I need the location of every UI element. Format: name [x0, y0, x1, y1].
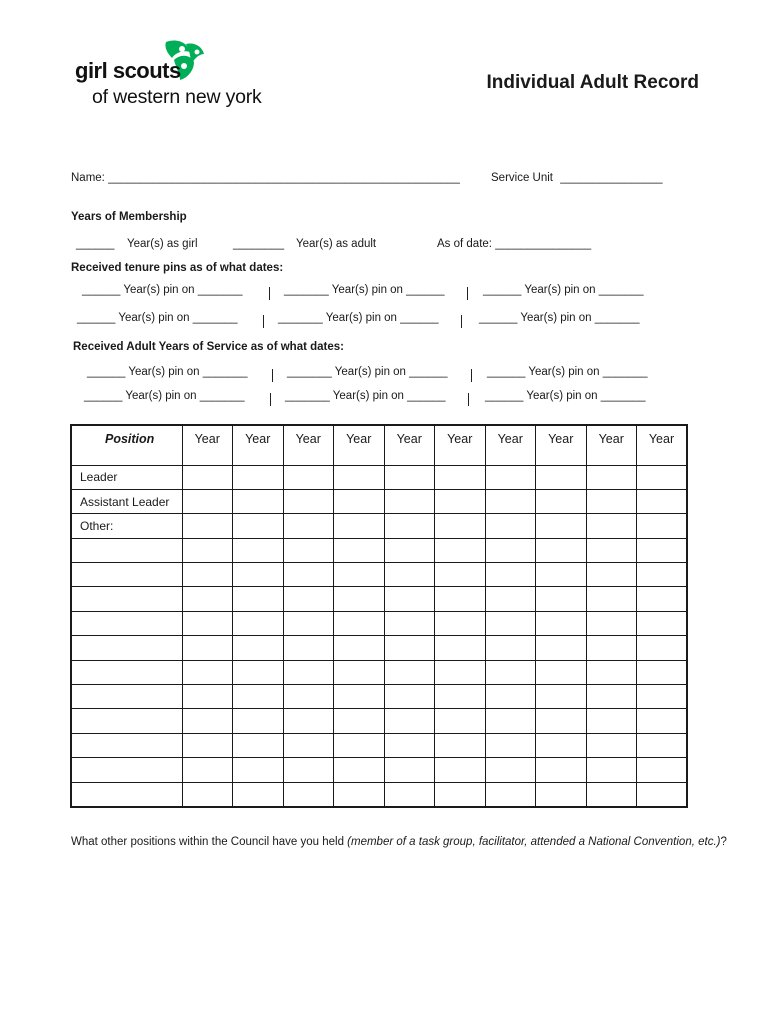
question-text: What other positions within the Council have you held [71, 836, 348, 848]
year-cell[interactable] [182, 587, 233, 611]
year-cell[interactable] [586, 660, 637, 684]
position-cell[interactable] [71, 636, 182, 660]
year-cell[interactable] [435, 489, 486, 513]
year-cell[interactable] [536, 636, 587, 660]
year-cell[interactable] [182, 660, 233, 684]
year-cell[interactable] [334, 636, 385, 660]
year-cell[interactable] [586, 465, 637, 489]
year-cell[interactable] [384, 587, 435, 611]
year-cell[interactable] [637, 758, 688, 782]
service-heading: Received Adult Years of Service as of what dates: [73, 341, 344, 353]
year-cell[interactable] [182, 538, 233, 562]
year-cell[interactable] [283, 660, 334, 684]
question-examples: (member of a task group, facilitator, attended a National Convention, etc.) [347, 836, 721, 848]
pin-date-blank[interactable]: ______ [409, 366, 448, 378]
service-entry [485, 390, 646, 402]
year-cell[interactable] [233, 514, 284, 538]
year-cell[interactable] [233, 465, 284, 489]
year-cell[interactable] [283, 733, 334, 757]
column-separator [468, 393, 469, 406]
year-cell[interactable] [485, 587, 536, 611]
year-cell[interactable] [233, 611, 284, 635]
year-cell[interactable] [536, 563, 587, 587]
tenure-entry [479, 312, 640, 324]
year-column-header: Year [536, 425, 587, 465]
year-cell[interactable] [485, 685, 536, 709]
year-cell[interactable] [182, 758, 233, 782]
girl-years-label: Year(s) as girl [127, 238, 198, 250]
year-cell[interactable] [384, 685, 435, 709]
service-unit-field-row [491, 172, 663, 184]
position-cell[interactable] [71, 660, 182, 684]
year-cell[interactable] [485, 563, 536, 587]
table-row [71, 538, 687, 562]
pin-date-blank[interactable]: _______ [197, 284, 243, 296]
year-cell[interactable] [536, 685, 587, 709]
year-cell[interactable] [334, 685, 385, 709]
position-cell[interactable] [71, 709, 182, 733]
year-cell[interactable] [536, 733, 587, 757]
pin-date-blank[interactable]: _______ [594, 312, 640, 324]
year-cell[interactable] [283, 758, 334, 782]
year-cell[interactable] [637, 733, 688, 757]
year-cell[interactable] [485, 636, 536, 660]
table-row [71, 636, 687, 660]
pin-date-blank[interactable]: ______ [400, 312, 439, 324]
as-of-date-blank[interactable]: _______________ [495, 238, 592, 250]
name-blank[interactable]: _______________________________________________________ [108, 172, 460, 184]
table-row [71, 782, 687, 807]
year-cell[interactable] [586, 709, 637, 733]
logo-text-line1: girl scouts [75, 58, 181, 83]
position-cell[interactable]: Leader [71, 465, 182, 489]
column-separator [471, 369, 472, 382]
as-of-date-row [437, 238, 591, 250]
year-cell[interactable] [536, 758, 587, 782]
year-column-header: Year [435, 425, 486, 465]
column-separator [269, 287, 270, 300]
year-cell[interactable] [182, 563, 233, 587]
pin-count-blank[interactable]: ______ [87, 366, 126, 378]
year-column-header: Year [283, 425, 334, 465]
pin-count-blank[interactable]: _______ [287, 366, 332, 378]
pin-date-blank[interactable]: _______ [192, 312, 238, 324]
year-cell[interactable] [384, 611, 435, 635]
year-cell[interactable] [536, 611, 587, 635]
year-cell[interactable] [233, 685, 284, 709]
year-cell[interactable] [182, 782, 233, 807]
year-cell[interactable] [586, 611, 637, 635]
tenure-entry [284, 284, 445, 296]
year-cell[interactable] [586, 563, 637, 587]
year-cell[interactable] [536, 587, 587, 611]
year-cell[interactable] [435, 587, 486, 611]
position-cell[interactable] [71, 538, 182, 562]
year-cell[interactable] [637, 465, 688, 489]
service-entry [287, 366, 448, 378]
year-cell[interactable] [182, 733, 233, 757]
year-cell[interactable] [586, 636, 637, 660]
year-cell[interactable] [435, 563, 486, 587]
year-cell[interactable] [485, 782, 536, 807]
year-cell[interactable] [384, 465, 435, 489]
position-cell[interactable] [71, 733, 182, 757]
year-cell[interactable] [233, 636, 284, 660]
pin-count-blank[interactable]: ______ [77, 312, 116, 324]
pin-count-blank[interactable]: ______ [82, 284, 121, 296]
year-cell[interactable] [384, 489, 435, 513]
year-cell[interactable] [233, 758, 284, 782]
year-cell[interactable] [435, 733, 486, 757]
year-cell[interactable] [334, 563, 385, 587]
year-cell[interactable] [233, 660, 284, 684]
adult-years-blank[interactable]: ________ [233, 238, 285, 250]
tenure-entry [82, 284, 243, 296]
year-cell[interactable] [586, 538, 637, 562]
year-cell[interactable] [485, 709, 536, 733]
position-cell[interactable]: Assistant Leader [71, 489, 182, 513]
year-cell[interactable] [435, 636, 486, 660]
pin-date-blank[interactable]: ______ [407, 390, 446, 402]
year-cell[interactable] [334, 587, 385, 611]
year-cell[interactable] [283, 611, 334, 635]
tenure-heading: Received tenure pins as of what dates: [71, 262, 284, 274]
year-cell[interactable] [485, 489, 536, 513]
table-row [71, 489, 687, 513]
year-cell[interactable] [283, 538, 334, 562]
year-cell[interactable] [435, 660, 486, 684]
pin-label: Year(s) pin on [128, 366, 200, 378]
position-cell[interactable] [71, 685, 182, 709]
year-cell[interactable] [485, 660, 536, 684]
year-cell[interactable] [586, 514, 637, 538]
year-cell[interactable] [485, 733, 536, 757]
question-mark: ? [720, 836, 727, 848]
pin-label: Year(s) pin on [331, 284, 403, 296]
table-row [71, 660, 687, 684]
year-cell[interactable] [536, 709, 587, 733]
year-cell[interactable] [586, 587, 637, 611]
year-cell[interactable] [586, 489, 637, 513]
column-separator [272, 369, 273, 382]
year-cell[interactable] [384, 758, 435, 782]
year-cell[interactable] [283, 489, 334, 513]
year-cell[interactable] [485, 538, 536, 562]
pin-label: Year(s) pin on [118, 312, 190, 324]
year-cell[interactable] [283, 782, 334, 807]
name-field-row [71, 172, 460, 184]
year-cell[interactable] [334, 489, 385, 513]
year-column-header: Year [384, 425, 435, 465]
table-row [71, 514, 687, 538]
year-column-header: Year [233, 425, 284, 465]
pin-count-blank[interactable]: ______ [487, 366, 526, 378]
year-cell[interactable] [435, 611, 486, 635]
year-cell[interactable] [384, 782, 435, 807]
membership-heading: Years of Membership [71, 211, 187, 223]
year-cell[interactable] [637, 563, 688, 587]
year-cell[interactable] [435, 514, 486, 538]
position-cell[interactable] [71, 782, 182, 807]
logo-text-line2: of western new york [92, 86, 262, 108]
year-cell[interactable] [182, 465, 233, 489]
year-cell[interactable] [283, 709, 334, 733]
year-cell[interactable] [233, 709, 284, 733]
pin-label: Year(s) pin on [528, 366, 600, 378]
year-cell[interactable] [334, 611, 385, 635]
year-cell[interactable] [233, 587, 284, 611]
year-cell[interactable] [435, 758, 486, 782]
year-cell[interactable] [182, 611, 233, 635]
year-cell[interactable] [233, 733, 284, 757]
year-cell[interactable] [485, 611, 536, 635]
year-cell[interactable] [233, 782, 284, 807]
table-row [71, 733, 687, 757]
year-cell[interactable] [182, 709, 233, 733]
pin-count-blank[interactable]: _______ [285, 390, 330, 402]
year-cell[interactable] [334, 758, 385, 782]
positions-table [70, 424, 688, 808]
pin-count-blank[interactable]: ______ [84, 390, 123, 402]
year-cell[interactable] [637, 538, 688, 562]
year-cell[interactable] [384, 636, 435, 660]
pin-date-blank[interactable]: _______ [602, 366, 648, 378]
pin-count-blank[interactable]: ______ [479, 312, 518, 324]
pin-label: Year(s) pin on [526, 390, 598, 402]
table-row [71, 758, 687, 782]
year-cell[interactable] [283, 563, 334, 587]
year-cell[interactable] [435, 685, 486, 709]
as-of-date-label: As of date: [437, 238, 492, 250]
pin-label: Year(s) pin on [524, 284, 596, 296]
service-unit-label: Service Unit [491, 172, 553, 184]
position-column-header: Position [71, 425, 182, 465]
service-unit-blank[interactable]: ________________ [560, 172, 663, 184]
position-cell[interactable] [71, 611, 182, 635]
year-cell[interactable] [334, 660, 385, 684]
year-column-header: Year [334, 425, 385, 465]
pin-date-blank[interactable]: _______ [598, 284, 644, 296]
table-row [71, 709, 687, 733]
pin-label: Year(s) pin on [325, 312, 397, 324]
year-column-header: Year [182, 425, 233, 465]
year-cell[interactable] [334, 782, 385, 807]
year-cell[interactable] [435, 538, 486, 562]
year-cell[interactable] [384, 538, 435, 562]
year-cell[interactable] [637, 709, 688, 733]
year-cell[interactable] [586, 733, 637, 757]
pin-date-blank[interactable]: ______ [406, 284, 445, 296]
year-cell[interactable] [536, 465, 587, 489]
year-cell[interactable] [182, 685, 233, 709]
table-row [71, 685, 687, 709]
year-cell[interactable] [586, 685, 637, 709]
pin-count-blank[interactable]: ______ [483, 284, 522, 296]
year-cell[interactable] [334, 514, 385, 538]
table-row [71, 465, 687, 489]
table-row [71, 563, 687, 587]
year-cell[interactable] [536, 514, 587, 538]
year-cell[interactable] [384, 514, 435, 538]
year-cell[interactable] [334, 733, 385, 757]
pin-count-blank[interactable]: _______ [278, 312, 323, 324]
pin-label: Year(s) pin on [334, 366, 406, 378]
pin-label: Year(s) pin on [123, 284, 195, 296]
year-cell[interactable] [637, 636, 688, 660]
year-cell[interactable] [637, 514, 688, 538]
pin-date-blank[interactable]: _______ [199, 390, 245, 402]
pin-label: Year(s) pin on [332, 390, 404, 402]
year-cell[interactable] [182, 489, 233, 513]
year-cell[interactable] [384, 709, 435, 733]
pin-label: Year(s) pin on [125, 390, 197, 402]
year-cell[interactable] [384, 660, 435, 684]
year-cell[interactable] [435, 465, 486, 489]
girl-years-blank[interactable]: ______ [76, 238, 115, 250]
column-separator [270, 393, 271, 406]
year-column-header: Year [637, 425, 688, 465]
year-cell[interactable] [334, 538, 385, 562]
year-cell[interactable] [637, 782, 688, 807]
pin-date-blank[interactable]: _______ [202, 366, 248, 378]
year-cell[interactable] [485, 514, 536, 538]
year-cell[interactable] [283, 587, 334, 611]
service-entry [87, 366, 248, 378]
tenure-entry [483, 284, 644, 296]
year-cell[interactable] [536, 782, 587, 807]
year-cell[interactable] [283, 514, 334, 538]
year-cell[interactable] [637, 611, 688, 635]
year-cell[interactable] [233, 563, 284, 587]
service-entry [84, 390, 245, 402]
pin-date-blank[interactable]: _______ [600, 390, 646, 402]
table-header-row [71, 425, 687, 465]
year-cell[interactable] [182, 636, 233, 660]
year-column-header: Year [485, 425, 536, 465]
table-row [71, 611, 687, 635]
year-cell[interactable] [334, 465, 385, 489]
year-cell[interactable] [283, 685, 334, 709]
year-cell[interactable] [637, 660, 688, 684]
year-cell[interactable] [435, 782, 486, 807]
year-cell[interactable] [586, 758, 637, 782]
service-entry [487, 366, 648, 378]
year-column-header: Year [586, 425, 637, 465]
year-cell[interactable] [586, 782, 637, 807]
year-cell[interactable] [435, 709, 486, 733]
year-cell[interactable] [536, 489, 587, 513]
column-separator [263, 315, 264, 328]
pin-label: Year(s) pin on [520, 312, 592, 324]
year-cell[interactable] [637, 489, 688, 513]
year-cell[interactable] [334, 709, 385, 733]
year-cell[interactable] [536, 538, 587, 562]
position-cell[interactable] [71, 758, 182, 782]
tenure-entry [278, 312, 439, 324]
position-cell[interactable]: Other: [71, 514, 182, 538]
year-cell[interactable] [384, 563, 435, 587]
pin-count-blank[interactable]: _______ [284, 284, 329, 296]
other-positions-question [71, 836, 727, 848]
column-separator [461, 315, 462, 328]
position-cell[interactable] [71, 587, 182, 611]
year-cell[interactable] [384, 733, 435, 757]
year-cell[interactable] [637, 685, 688, 709]
adult-years-label: Year(s) as adult [296, 238, 377, 250]
year-cell[interactable] [233, 489, 284, 513]
year-cell[interactable] [283, 636, 334, 660]
year-cell[interactable] [637, 587, 688, 611]
year-cell[interactable] [485, 758, 536, 782]
year-cell[interactable] [182, 514, 233, 538]
name-label: Name: [71, 172, 105, 184]
table-row [71, 587, 687, 611]
year-cell[interactable] [536, 660, 587, 684]
tenure-entry [77, 312, 238, 324]
year-cell[interactable] [283, 465, 334, 489]
page-title: Individual Adult Record [486, 72, 699, 93]
position-cell[interactable] [71, 563, 182, 587]
year-cell[interactable] [485, 465, 536, 489]
column-separator [467, 287, 468, 300]
year-cell[interactable] [233, 538, 284, 562]
pin-count-blank[interactable]: ______ [485, 390, 524, 402]
service-entry [285, 390, 446, 402]
